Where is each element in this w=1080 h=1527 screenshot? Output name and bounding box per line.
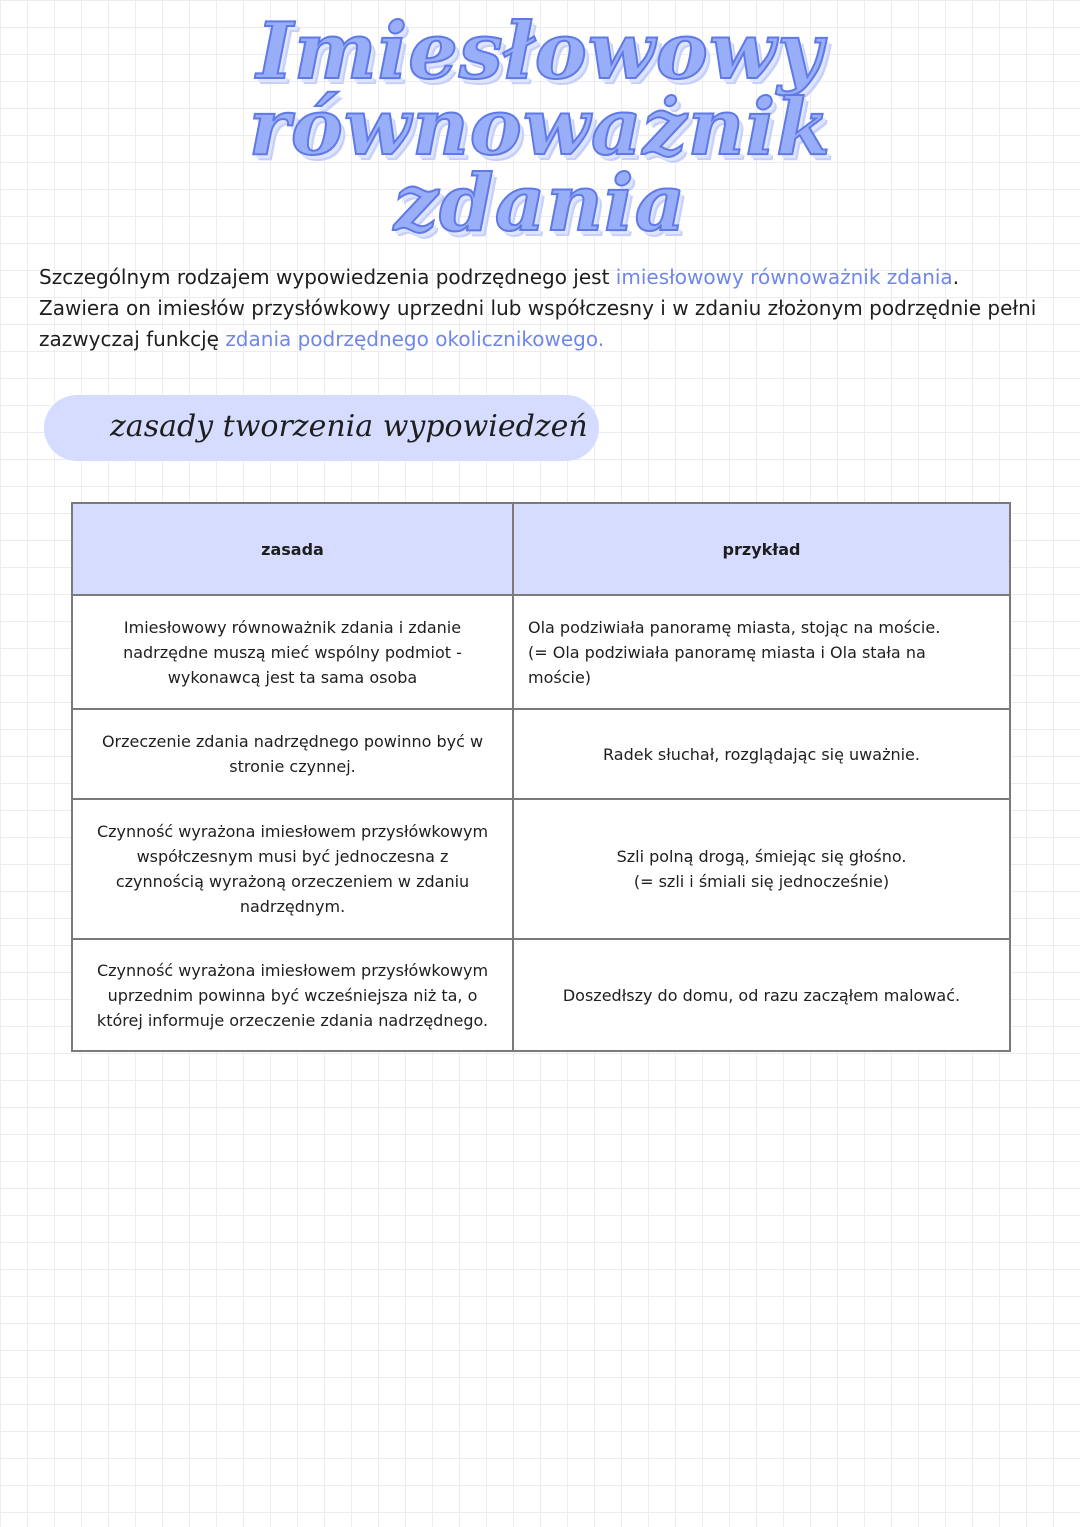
example-cell bbox=[513, 709, 1010, 799]
example-cell bbox=[513, 939, 1010, 1051]
example-explanation: (= szli i śmiali się jednocześnie) bbox=[633, 872, 890, 891]
table-row bbox=[72, 799, 1010, 939]
rule-text: Czynność wyrażona imiesłowem przysłówkowym uprzednim powinna być wcześniejsza niż ta, o której informuje orzeczenie zdania nadrzędnego. bbox=[96, 960, 489, 1030]
example-sentence: Szli polną drogą, śmiejąc się głośno. bbox=[616, 847, 907, 866]
title-line-2: równoważnik bbox=[248, 82, 832, 173]
rule-cell bbox=[72, 799, 513, 939]
rules-table bbox=[71, 502, 1011, 1052]
table-row bbox=[72, 709, 1010, 799]
intro-text-2: . Zawiera on imiesłów przysłówkowy uprzedni lub współczesny i w zdaniu złożonym podrzędnie pełni zazwyczaj funkcję bbox=[39, 265, 1037, 351]
example-sentence: Radek słuchał, rozglądając się uważnie. bbox=[603, 744, 920, 764]
rule-text: Orzeczenie zdania nadrzędnego powinno być w stronie czynnej. bbox=[101, 732, 484, 776]
intro-text-1: Szczególnym rodzajem wypowiedzenia podrzędnego jest bbox=[39, 265, 616, 289]
rule-text: Imiesłowowy równoważnik zdania i zdanie nadrzędne muszą mieć wspólny podmiot - wykonawcą jest ta sama osoba bbox=[123, 617, 462, 687]
example-cell bbox=[513, 595, 1010, 709]
rule-text: Czynność wyrażona imiesłowem przysłówkowym współczesnym musi być jednoczesna z czynnością wyrażoną orzeczeniem w zdaniu nadrzędnym. bbox=[96, 822, 489, 916]
example-sentence: Ola podziwiała panoramę miasta, stojąc na moście. bbox=[528, 617, 941, 637]
section-header-label: zasady tworzenia wypowiedzeń bbox=[110, 409, 588, 444]
table-header-row bbox=[72, 503, 1010, 595]
example-explanation: (= Ola podziwiała panoramę miasta i Ola stała na moście) bbox=[528, 642, 926, 687]
intro-highlight-term: imiesłowowy równoważnik zdania bbox=[615, 265, 953, 289]
header-example: przykład bbox=[513, 503, 1010, 595]
table-row bbox=[72, 939, 1010, 1051]
intro-paragraph bbox=[39, 262, 1039, 355]
page-title bbox=[0, 6, 1080, 249]
rule-cell bbox=[72, 939, 513, 1051]
rule-cell bbox=[72, 595, 513, 709]
intro-highlight-function: zdania podrzędnego okolicznikowego. bbox=[225, 327, 605, 351]
rule-cell bbox=[72, 709, 513, 799]
section-header-pill bbox=[44, 395, 599, 461]
example-cell bbox=[513, 799, 1010, 939]
title-line-3: zdania bbox=[393, 158, 687, 249]
title-line-1: Imiesłowowy bbox=[256, 6, 824, 97]
header-rule: zasada bbox=[72, 503, 513, 595]
example-sentence: Doszedłszy do domu, od razu zacząłem malować. bbox=[562, 985, 961, 1005]
table-row bbox=[72, 595, 1010, 709]
